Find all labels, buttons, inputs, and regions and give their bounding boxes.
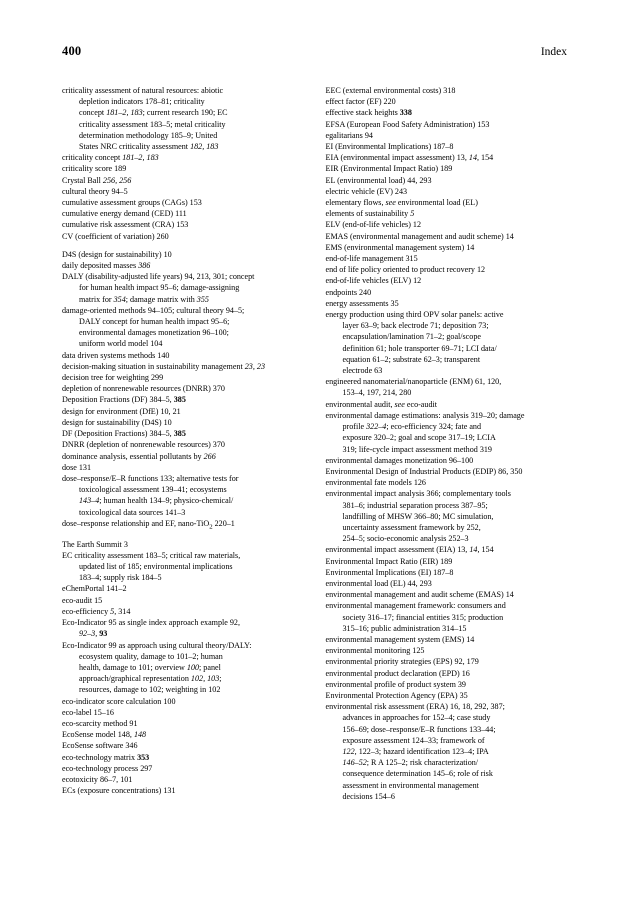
- index-subentry: landfilling of MHSW 366–80; MC simulation,: [342, 511, 494, 521]
- index-entry: environmental product declaration (EPD) 16: [325, 668, 470, 678]
- page-header: [62, 44, 567, 59]
- index-entry: dose–response/E–R functions 133; alternative tests for: [62, 473, 239, 483]
- index-subentry: depletion indicators 178–81; criticality: [79, 97, 205, 107]
- index-entry: environmental management and audit scheme (EMAS) 14: [325, 590, 514, 600]
- index-columns: [62, 85, 567, 802]
- index-subentry: 146–52; R A 125–2; risk characterization/: [342, 758, 479, 768]
- index-subentry: electrode 63: [342, 366, 383, 376]
- index-entry: environmental impact assessment (EIA) 13, 14, 154: [325, 545, 494, 555]
- index-subentry: 156–69; dose–response/E–R functions 133–44;: [342, 724, 496, 734]
- index-entry: energy production using third OPV solar panels: active: [325, 310, 504, 320]
- index-entry: depletion of nonrenewable resources (DNRR) 370: [62, 384, 225, 394]
- index-subentry: for human health impact 95–6; damage-assigning: [79, 283, 240, 293]
- index-entry: end-of-life vehicles (ELV) 12: [325, 276, 422, 286]
- index-entry: EL (environmental load) 44, 293: [325, 175, 432, 185]
- index-entry: environmental priority strategies (EPS) 92, 179: [325, 657, 479, 667]
- index-entry: EIA (environmental impact assessment) 13, 14, 154: [325, 153, 494, 163]
- index-entry: elementary flows, see environmental load (EL): [325, 198, 478, 208]
- index-entry: DALY (disability-adjusted life years) 94, 213, 301; concept: [62, 272, 255, 282]
- index-subentry: resources, damage to 102; weighting in 102: [79, 685, 221, 695]
- index-subentry: ecosystem quality, damage to 101–2; human: [79, 651, 223, 661]
- index-subentry: 122, 122–3; hazard identification 123–4; IPA: [342, 746, 489, 756]
- index-subentry: health, damage to 101; overview 100; panel: [79, 662, 221, 672]
- index-column-right: [326, 85, 568, 802]
- index-entry: eco-audit 15: [62, 595, 103, 605]
- index-entry: decision tree for weighting 299: [62, 373, 164, 383]
- index-subentry: layer 63–9; back electrode 71; deposition 73;: [342, 321, 489, 331]
- index-entry: eChemPortal 141–2: [62, 584, 127, 594]
- index-subentry: toxicological data sources 141–3: [79, 507, 186, 517]
- index-entry: CV (coefficient of variation) 260: [62, 231, 169, 241]
- index-entry: environmental fate models 126: [325, 478, 426, 488]
- index-entry: environmental damage estimations: analysis 319–20; damage: [325, 410, 525, 420]
- index-subentry: consequence determination 145–6; role of risk: [342, 769, 493, 779]
- index-entry: dose 131: [62, 462, 91, 472]
- index-entry: engineered nanomaterial/nanoparticle (ENM) 61, 120,: [325, 377, 502, 387]
- index-entry: EEC (external environmental costs) 318: [325, 86, 456, 95]
- index-subentry: uncertainty assessment framework by 252,: [342, 522, 481, 532]
- index-subentry: 319; life-cycle impact assessment method 319: [342, 444, 492, 454]
- index-subentry: criticality assessment 183–5; metal criticality: [79, 119, 226, 129]
- index-entry: Crystal Ball 256, 256: [62, 175, 132, 185]
- index-subentry: uniform world model 104: [79, 339, 163, 349]
- index-entry: electric vehicle (EV) 243: [325, 186, 408, 196]
- index-entry: eco-technology matrix 353: [62, 752, 150, 762]
- index-entry: Eco-Indicator 95 as single index approach example 92,: [62, 618, 240, 628]
- index-entry: environmental impact analysis 366; complementary tools: [325, 489, 511, 499]
- index-entry: ecotoxicity 86–7, 101: [62, 774, 133, 784]
- index-entry: eco-indicator score calculation 100: [62, 696, 176, 706]
- index-entry: ELV (end-of-life vehicles) 12: [325, 220, 422, 230]
- index-entry: damage-oriented methods 94–105; cultural theory 94–5;: [62, 305, 245, 315]
- index-entry: EFSA (European Food Safety Administration) 153: [325, 119, 490, 129]
- index-entry: environmental damages monetization 96–100: [325, 455, 474, 465]
- index-subentry: advances in approaches for 152–4; case study: [342, 713, 491, 723]
- index-subentry: updated list of 185; environmental implications: [79, 562, 233, 572]
- index-entry: criticality score 189: [62, 164, 127, 174]
- index-entry: data driven systems methods 140: [62, 350, 170, 360]
- index-entry: energy assessments 35: [325, 298, 399, 308]
- index-entry: design for sustainability (D4S) 10: [62, 417, 172, 427]
- index-subentry: 143–4; human health 134–9; physico-chemical/: [79, 496, 234, 506]
- index-subentry: 153–4, 197, 214, 280: [342, 388, 412, 398]
- index-subentry: definition 61; hole transporter 69–71; LCI data/: [342, 343, 497, 353]
- letter-group-gap: [62, 242, 304, 249]
- index-entry: Deposition Fractions (DF) 384–5, 385: [62, 395, 186, 405]
- index-subentry: environmental damages monetization 96–100;: [79, 328, 229, 338]
- index-subentry: matrix for 354; damage matrix with 355: [79, 294, 209, 304]
- index-entry: ECs (exposure concentrations) 131: [62, 786, 176, 796]
- index-entry: criticality concept 181–2, 183: [62, 153, 159, 163]
- index-entry: dominance analysis, essential pollutants by 266: [62, 451, 216, 461]
- index-subentry: DALY concept for human health impact 95–6;: [79, 317, 230, 327]
- index-subentry: decisions 154–6: [342, 791, 395, 801]
- index-entry: cumulative energy demand (CED) 111: [62, 209, 187, 219]
- index-entry: effective stack heights 338: [325, 108, 412, 118]
- index-entry: environmental management framework: consumers and: [325, 601, 506, 611]
- index-subentry: profile 322–4; eco-efficiency 324; fate and: [342, 422, 482, 432]
- index-entry: EcoSense software 346: [62, 741, 138, 751]
- index-entry: DF (Deposition Fractions) 384–5, 385: [62, 429, 186, 439]
- index-entry: Eco-Indicator 99 as approach using cultural theory/DALY:: [62, 640, 252, 650]
- index-entry: egalitarians 94: [325, 130, 373, 140]
- index-entry: Environmental Design of Industrial Products (EDIP) 86, 350: [325, 466, 523, 476]
- index-entry: EcoSense model 148, 148: [62, 730, 147, 740]
- index-entry: Environmental Impact Ratio (EIR) 189: [325, 556, 453, 566]
- index-subentry: 183–4; supply risk 184–5: [79, 573, 162, 583]
- index-entry: dose–response relationship and EF, nano-TiO$_2$ 220–1: [62, 518, 235, 531]
- index-subentry: 315–16; public administration 314–15: [342, 623, 467, 633]
- index-entry: environmental risk assessment (ERA) 16, 18, 292, 387;: [325, 702, 505, 712]
- index-entry: endpoints 240: [325, 287, 372, 297]
- index-entry: The Earth Summit 3: [62, 539, 128, 549]
- index-entry: environmental profile of product system 39: [325, 679, 466, 689]
- letter-group-gap: [62, 532, 304, 539]
- index-entry: D4S (design for sustainability) 10: [62, 249, 172, 259]
- index-entry: EC criticality assessment 183–5; critical raw materials,: [62, 550, 241, 560]
- index-entry: DNRR (depletion of nonrenewable resources) 370: [62, 440, 225, 450]
- index-subentry: equation 61–2; substrate 62–3; transparent: [342, 354, 481, 364]
- index-entry: Environmental Implications (EI) 187–8: [325, 567, 454, 577]
- index-entry: cumulative risk assessment (CRA) 153: [62, 220, 189, 230]
- index-subentry: toxicological assessment 139–41; ecosystems: [79, 485, 227, 495]
- index-entry: daily deposited masses 386: [62, 261, 151, 271]
- index-entry: cumulative assessment groups (CAGs) 153: [62, 198, 202, 208]
- index-subentry: 92–3, 93: [79, 629, 108, 639]
- index-entry: design for environment (DfE) 10, 21: [62, 406, 181, 416]
- index-entry: criticality assessment of natural resources: abiotic: [62, 86, 224, 95]
- index-column-left: [62, 85, 304, 796]
- index-entry: EI (Environmental Implications) 187–8: [325, 142, 454, 152]
- index-subentry: assessment in environmental management: [342, 780, 479, 790]
- index-subentry: encapsulation/lamination 71–2; goal/scope: [342, 332, 481, 342]
- index-entry: end of life policy oriented to product recovery 12: [325, 265, 486, 275]
- index-entry: environmental audit, see eco-audit: [325, 399, 437, 409]
- index-entry: decision-making situation in sustainability management 23, 23: [62, 361, 265, 371]
- index-entry: environmental monitoring 125: [325, 646, 425, 656]
- index-subentry: exposure 320–2; goal and scope 317–19; LCIA: [342, 433, 496, 443]
- index-subentry: 381–6; industrial separation process 387–95;: [342, 500, 488, 510]
- index-subentry: concept 181–2, 183; current research 190; EC: [79, 108, 228, 118]
- index-subentry: approach/graphical representation 102, 103;: [79, 674, 222, 684]
- index-entry: EMAS (environmental management and audit scheme) 14: [325, 231, 514, 241]
- index-entry: eco-label 15–16: [62, 707, 114, 717]
- index-entry: eco-technology process 297: [62, 763, 153, 773]
- index-entry: Environmental Protection Agency (EPA) 35: [325, 690, 468, 700]
- index-entry: end-of-life management 315: [325, 254, 418, 264]
- index-subentry: determination methodology 185–9; United: [79, 130, 218, 140]
- index-entry: environmental management system (EMS) 14: [325, 634, 475, 644]
- index-entry: eco-efficiency 5, 314: [62, 606, 131, 616]
- index-subentry: States NRC criticality assessment 182, 183: [79, 142, 219, 152]
- index-entry: eco-scarcity method 91: [62, 718, 138, 728]
- index-entry: EMS (environmental management system) 14: [325, 242, 475, 252]
- index-entry: effect factor (EF) 220: [325, 97, 396, 107]
- index-subentry: exposure assessment 124–33; framework of: [342, 735, 485, 745]
- index-entry: cultural theory 94–5: [62, 186, 128, 196]
- index-entry: elements of sustainability 5: [325, 209, 415, 219]
- running-head: Index: [540, 46, 567, 58]
- index-subentry: 254–5; socio-economic analysis 252–3: [342, 534, 469, 544]
- index-entry: EIR (Environmental Impact Ratio) 189: [325, 164, 453, 174]
- index-entry: environmental load (EL) 44, 293: [325, 578, 432, 588]
- index-subentry: society 316–17; financial entities 315; production: [342, 612, 504, 622]
- page-number: 400: [62, 44, 82, 58]
